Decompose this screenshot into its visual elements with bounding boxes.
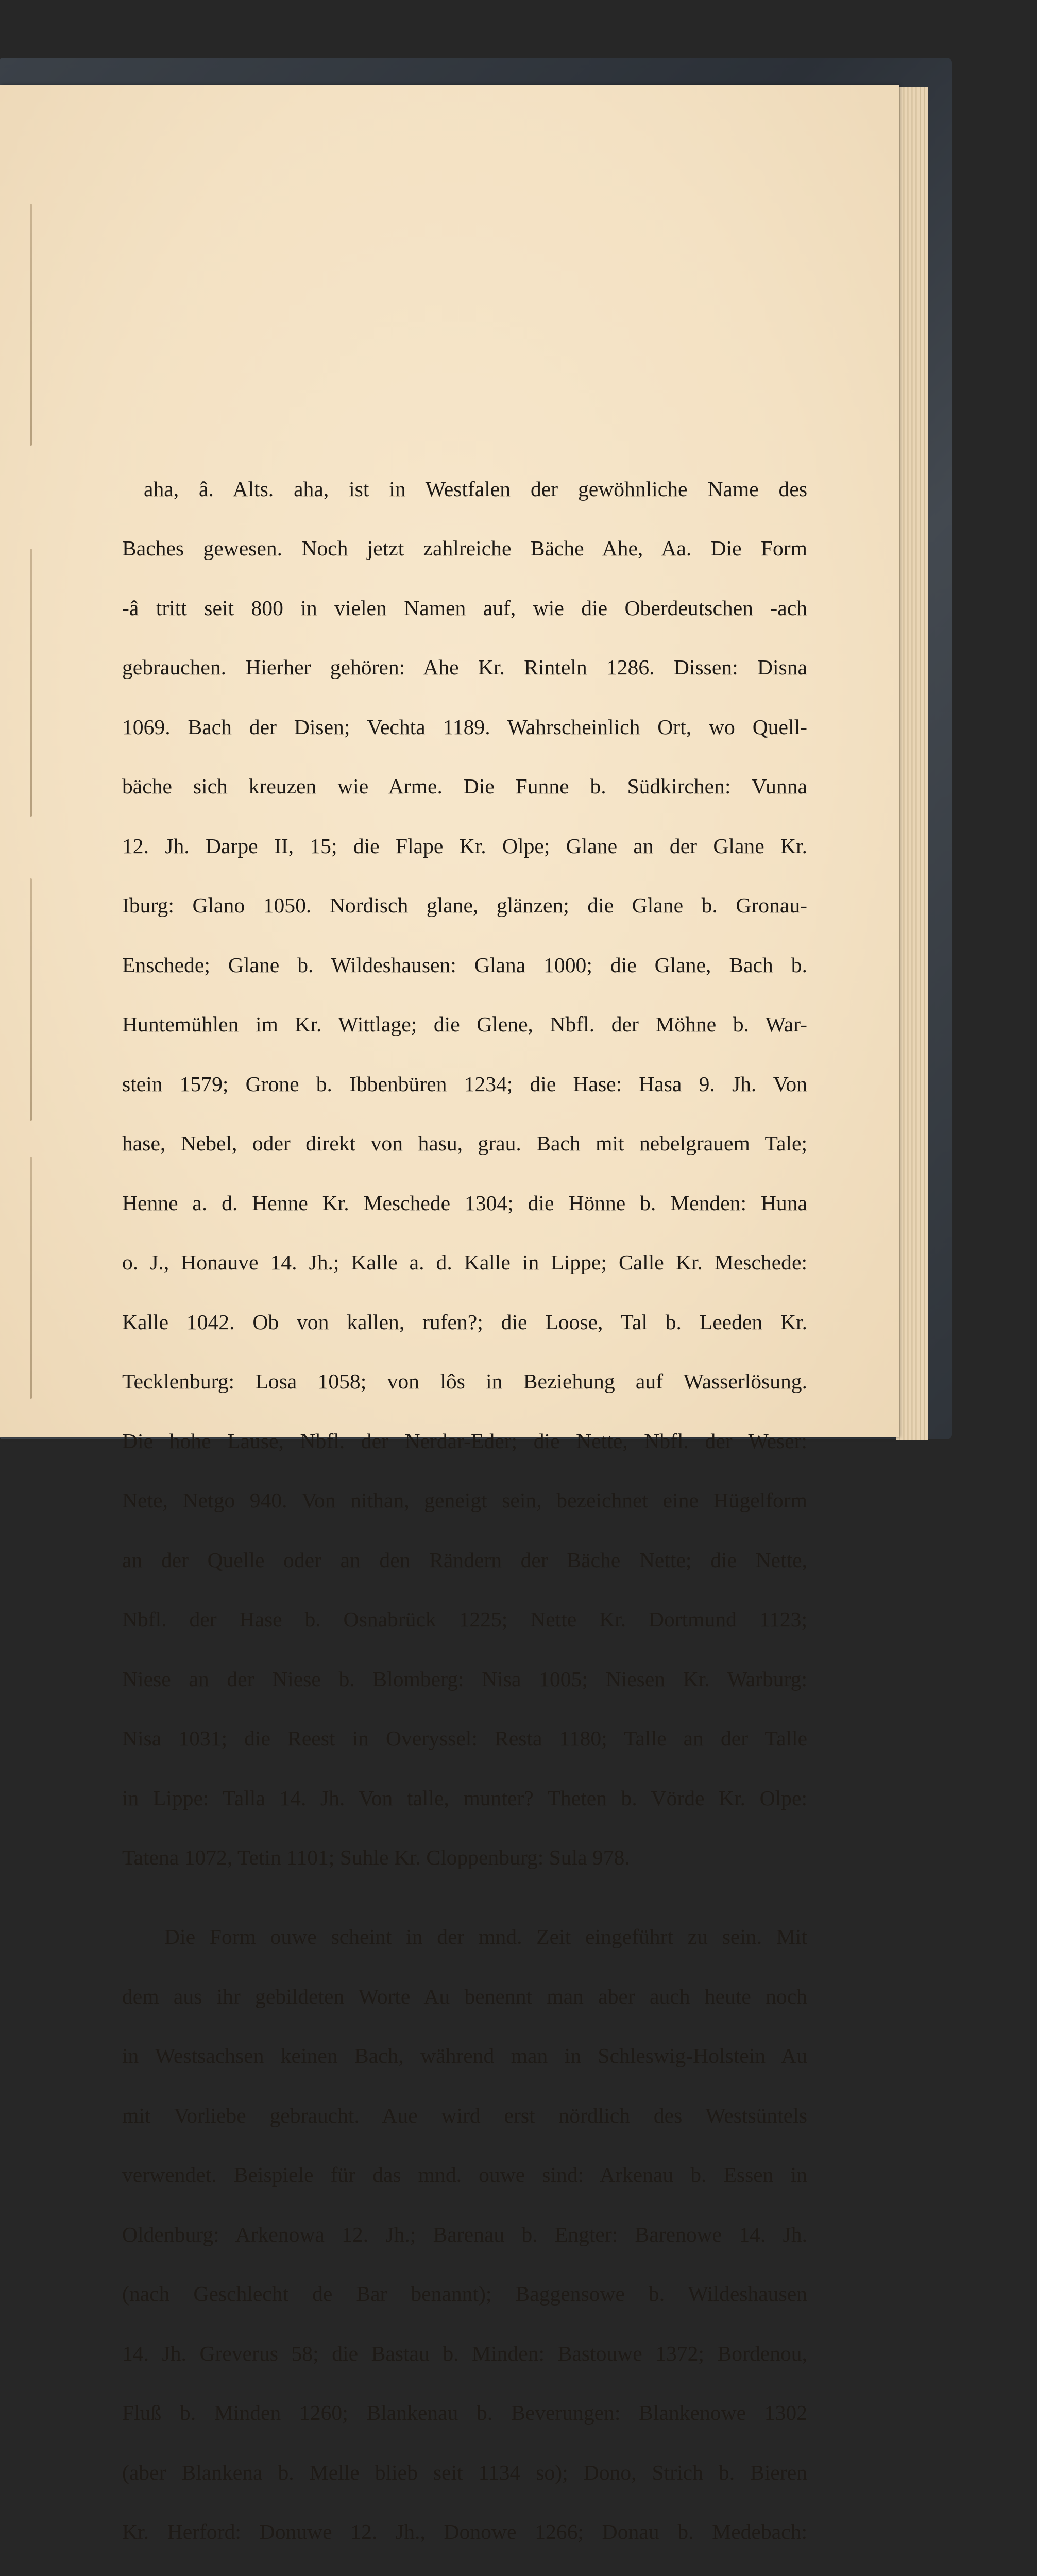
body-text — [122, 419, 807, 2576]
text-line: Niese an der Niese b. Blomberg: Nisa 1005; Niesen Kr. Warburg: — [122, 1667, 807, 1691]
text-line: gebrauchen. Hierher gehören: Ahe Kr. Rinteln 1286. Dissen: Disna — [122, 655, 807, 679]
text-line: Baches gewesen. Noch jetzt zahlreiche Bäche Ahe, Aa. Die Form — [122, 536, 807, 560]
text-line: Nete, Netgo 940. Von nithan, geneigt sein, bezeichnet eine Hügelform — [122, 1488, 807, 1512]
text-line: Nisa 1031; die Reest in Overyssel: Resta 1180; Talle an der Talle — [122, 1726, 807, 1750]
text-line: bäche sich kreuzen wie Arme. Die Funne b. Südkirchen: Vunna — [122, 774, 807, 798]
page-edges — [896, 87, 928, 1440]
text-line: o. J., Honauve 14. Jh.; Kalle a. d. Kalle in Lippe; Calle Kr. Meschede: — [122, 1250, 807, 1274]
text-line: (aber Blankena b. Melle blieb seit 1134 so); Dono, Strich b. Bieren — [122, 2460, 807, 2484]
text-line: in Westsachsen keinen Bach, während man in Schleswig-Holstein Au — [122, 2044, 807, 2067]
text-line: 14. Jh. Greverus 58; die Bastau b. Minden: Bastouwe 1372; Bordenou, — [122, 2341, 807, 2365]
text-line: Huntemühlen im Kr. Wittlage; die Glene, Nbfl. der Möhne b. War- — [122, 1012, 807, 1036]
text-line: Kalle 1042. Ob von kallen, rufen?; die Loose, Tal b. Leeden Kr. — [122, 1310, 807, 1334]
binding-thread — [30, 204, 32, 446]
text-line: aha, â. Alts. aha, ist in Westfalen der gewöhnliche Name des — [144, 477, 807, 501]
text-line: Die hohe Lause, Nbfl. der Nerdar-Eder; die Nette, Nbfl. der Weser: — [122, 1429, 807, 1453]
text-line: hase, Nebel, oder direkt von hasu, grau. Bach mit nebelgrauem Tale; — [122, 1131, 807, 1155]
text-line: dem aus ihr gebildeten Worte Au benennt man aber auch heute noch — [122, 1984, 807, 2008]
text-line: -â tritt seit 800 in vielen Namen auf, wie die Oberdeutschen -ach — [122, 596, 807, 620]
text-line: Fluß b. Minden 1260; Blankenau b. Beverungen: Blankenowe 1302 — [122, 2401, 807, 2425]
binding-thread — [30, 878, 32, 1121]
text-line: 1069. Bach der Disen; Vechta 1189. Wahrscheinlich Ort, wo Quell- — [122, 715, 807, 739]
text-line: Iburg: Glano 1050. Nordisch glane, glänzen; die Glane b. Gronau- — [122, 893, 807, 917]
text-line: Kr. Herford: Donuwe 12. Jh., Donowe 1266; Donau b. Medebach: — [122, 2520, 807, 2544]
text-line: Oldenburg: Arkenowa 12. Jh.; Barenau b. Engter: Barenowe 14. Jh. — [122, 2222, 807, 2246]
text-line: Enschede; Glane b. Wildeshausen: Glana 1000; die Glane, Bach b. — [122, 953, 807, 977]
text-line: Nbfl. der Hase b. Osnabrück 1225; Nette Kr. Dortmund 1123; — [122, 1607, 807, 1631]
text-line: 12. Jh. Darpe II, 15; die Flape Kr. Olpe; Glane an der Glane Kr. — [122, 834, 807, 858]
text-line: Tatena 1072, Tetin 1101; Suhle Kr. Cloppenburg: Sula 978. — [122, 1845, 630, 1869]
text-line: stein 1579; Grone b. Ibbenbüren 1234; die Hase: Hasa 9. Jh. Von — [122, 1072, 807, 1096]
binding-thread — [30, 1157, 32, 1399]
text-line: mit Vorliebe gebraucht. Aue wird erst nördlich des Westsüntels — [122, 2103, 807, 2127]
text-line: Die Form ouwe scheint in der mnd. Zeit eingeführt zu sein. Mit — [164, 1925, 807, 1948]
text-line: an der Quelle oder an den Rändern der Bäche Nette; die Nette, — [122, 1548, 807, 1572]
text-line: verwendet. Beispiele für das mnd. ouwe sind: Arkenau b. Essen in — [122, 2163, 807, 2187]
text-line: (nach Geschlecht de Bar benannt); Baggensowe b. Wildeshausen — [122, 2282, 807, 2306]
text-line: Henne a. d. Henne Kr. Meschede 1304; die Hönne b. Menden: Huna — [122, 1191, 807, 1215]
text-line: in Lippe: Talla 14. Jh. Von talle, munter? Theten b. Vörde Kr. Olpe: — [122, 1786, 807, 1810]
text-line: Tecklenburg: Losa 1058; von lôs in Beziehung auf Wasserlösung. — [122, 1369, 807, 1393]
binding-thread — [30, 549, 32, 817]
